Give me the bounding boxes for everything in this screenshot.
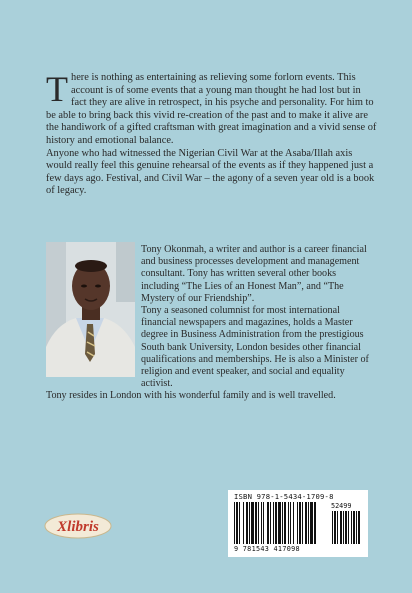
author-portrait-icon (46, 242, 135, 377)
bio-paragraph-1: Tony Okonmah, a writer and author is a career financial and business processes development and management consultant. Tony has written several other books including “The Lies of an Honest Man”, and “The Mystery of our Friendship”. (141, 244, 367, 304)
publisher-logo-text: Xlibris (57, 519, 99, 535)
blurb-paragraph-2: Anyone who had witnessed the Nigerian Civil War at the Asaba/Illah axis would really feel this genuine rehearsal of the events as if they happened just a few days ago. Festival, and Civil War – the agony of a seven year old is a book of legacy. (46, 147, 375, 197)
cover-blurb (46, 69, 378, 198)
barcode-main-digits: 9 781543 417098 (234, 545, 300, 553)
isbn-label: ISBN 978-1-5434-1709-8 (234, 492, 334, 501)
barcode-addon-digits: 52499 (331, 502, 352, 510)
isbn-barcode (228, 490, 368, 557)
author-bio (46, 244, 375, 403)
author-photo (46, 242, 135, 377)
drop-cap: T (46, 69, 68, 109)
publisher-logo (44, 513, 112, 539)
bio-paragraph-3: Tony resides in London with his wonderful family and is well travelled. (46, 390, 336, 402)
blurb-paragraph-1: here is nothing as entertaining as relieving some forlorn events. This account is of some events that a young man thought he had lost but in fact they are alive in retrospect, in his psyche and personality. For him to be able to bring back this vivid re-creation of the past and to make it alive are the handiwork of a gifted craftsman with great imagination and a vivid sense of history and emotional balance. (46, 72, 377, 146)
bio-paragraph-2: Tony a seasoned columnist for most international financial newspapers and magazines, holds a Master degree in Business Administration from the prestigious South bank University, London besides other financial qualifications and memberships. He is also a Minister of religion and event speaker, and social and equality activist. (141, 305, 369, 390)
